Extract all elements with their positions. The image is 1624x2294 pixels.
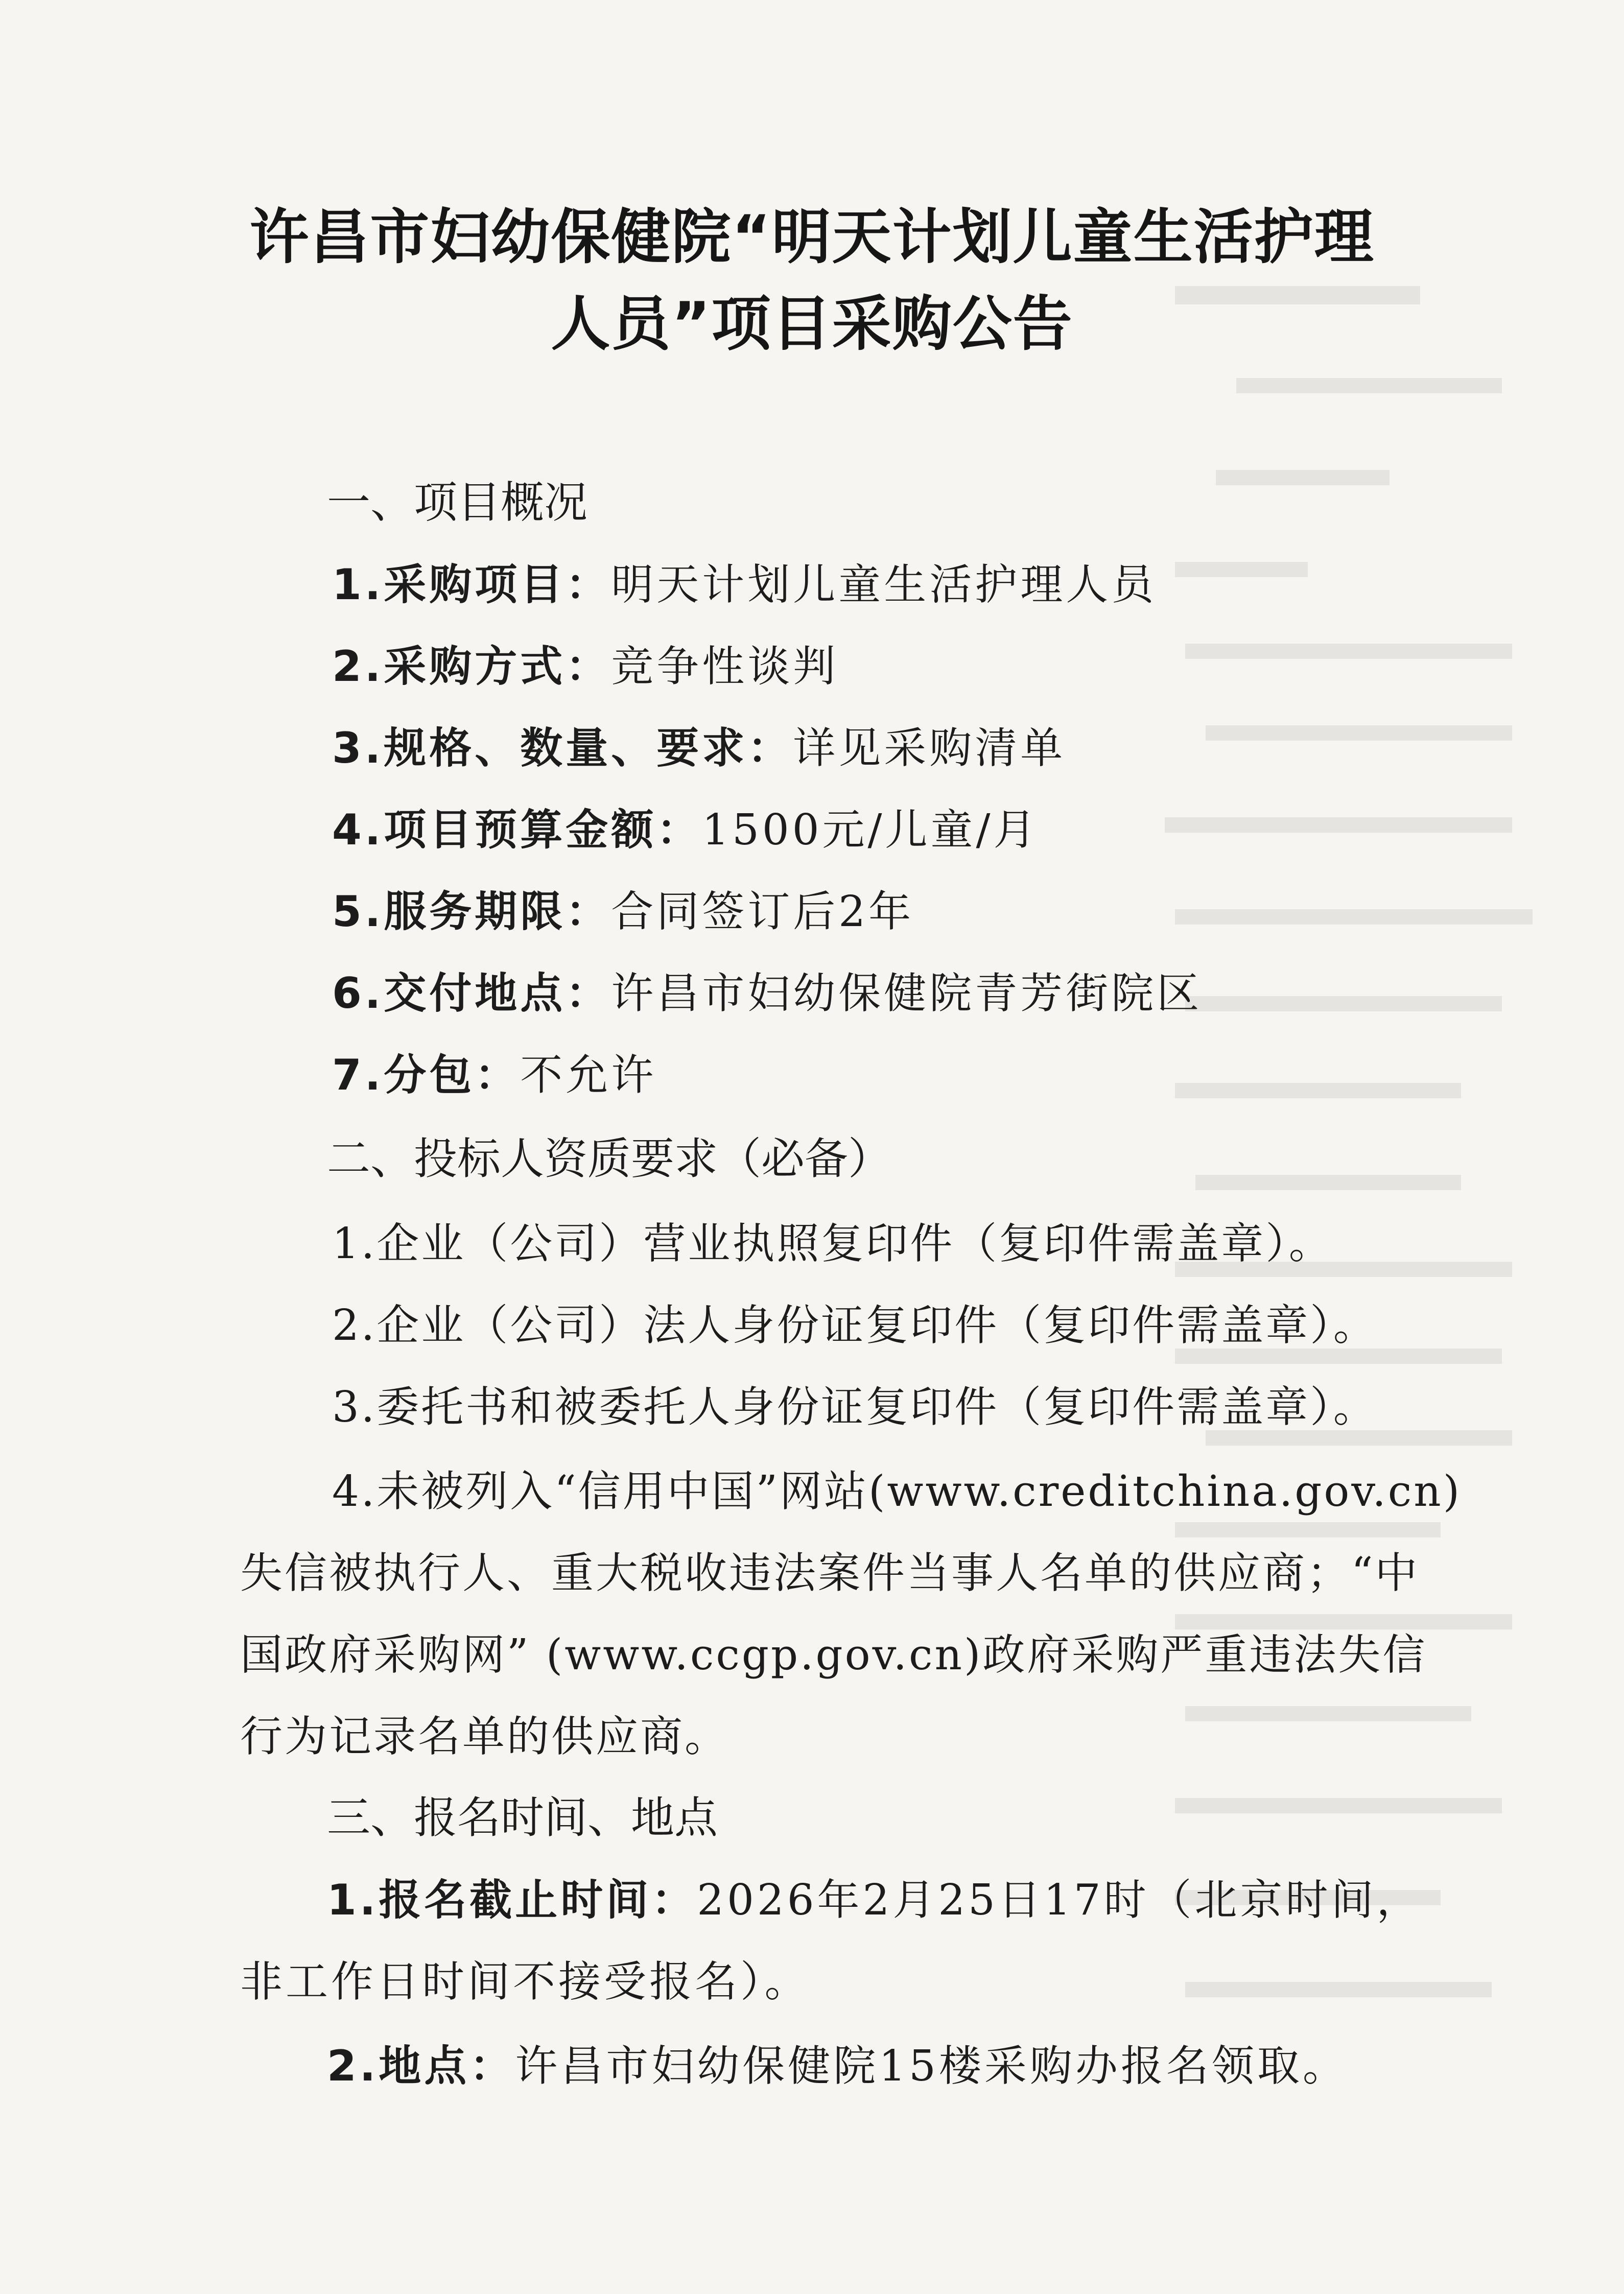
requirement-4-line-3: 国政府采购网” (www.ccgp.gov.cn)政府采购严重违法失信: [240, 1630, 1427, 1680]
item-value: 合同签订后2年: [611, 887, 914, 936]
registration-deadline: [327, 1872, 1422, 1928]
item-value: 详见采购清单: [793, 723, 1066, 773]
item-value: 不允许: [520, 1050, 657, 1100]
notice-title-line-1: 许昌市妇幼保健院“明天计划儿童生活护理: [249, 203, 1375, 272]
registration-place: [327, 2038, 1348, 2094]
place-label: 2.地点：: [327, 2041, 515, 2091]
section-3-heading: 三、报名时间、地点: [327, 1793, 718, 1843]
requirement-4-line-4: 行为记录名单的供应商。: [240, 1712, 729, 1761]
deadline-value: 2026年2月25日17时（北京时间，: [697, 1875, 1422, 1925]
deadline-label: 1.报名截止时间：: [327, 1875, 697, 1925]
requirement-2: 2.企业（公司）法人身份证复印件（复印件需盖章）。: [332, 1300, 1378, 1350]
notice-title-line-2: 人员”项目采购公告: [551, 290, 1073, 359]
section-2-heading: 二、投标人资质要求（必备）: [327, 1134, 892, 1185]
item-label: 5.服务期限：: [332, 887, 611, 936]
delivery-location-item: [332, 965, 1202, 1022]
project-item: [332, 557, 1157, 613]
section-1-heading: 一、项目概况: [327, 478, 588, 528]
place-value: 许昌市妇幼保健院15楼采购办报名领取。: [515, 2041, 1348, 2091]
subcontracting-item: [332, 1047, 656, 1103]
service-term-item: [332, 884, 914, 940]
requirement-4-line-2: 失信被执行人、重大税收违法案件当事人名单的供应商；“中: [240, 1548, 1420, 1598]
item-value: 许昌市妇幼保健院青芳街院区: [611, 968, 1203, 1018]
item-label: 4.项目预算金额：: [332, 805, 702, 855]
item-value: 明天计划儿童生活护理人员: [611, 560, 1157, 609]
budget-item: [332, 802, 1039, 858]
item-label: 2.采购方式：: [332, 642, 611, 691]
method-item: [332, 638, 838, 695]
item-label: 7.分包：: [332, 1050, 521, 1100]
requirement-3: 3.委托书和被委托人身份证复印件（复印件需盖章）。: [332, 1382, 1378, 1432]
item-label: 6.交付地点：: [332, 968, 611, 1018]
registration-deadline-line-2: 非工作日时间不接受报名）。: [240, 1957, 810, 2006]
item-value: 竞争性谈判: [611, 642, 839, 691]
requirement-1: 1.企业（公司）营业执照复印件（复印件需盖章）。: [332, 1219, 1333, 1268]
specs-item: [332, 720, 1066, 776]
requirement-4-line-1: 4.未被列入“信用中国”网站(www.creditchina.gov.cn): [332, 1467, 1462, 1516]
item-label: 1.采购项目：: [332, 560, 611, 609]
item-value: 1500元/儿童/月: [702, 805, 1039, 855]
item-label: 3.规格、数量、要求：: [332, 723, 793, 773]
